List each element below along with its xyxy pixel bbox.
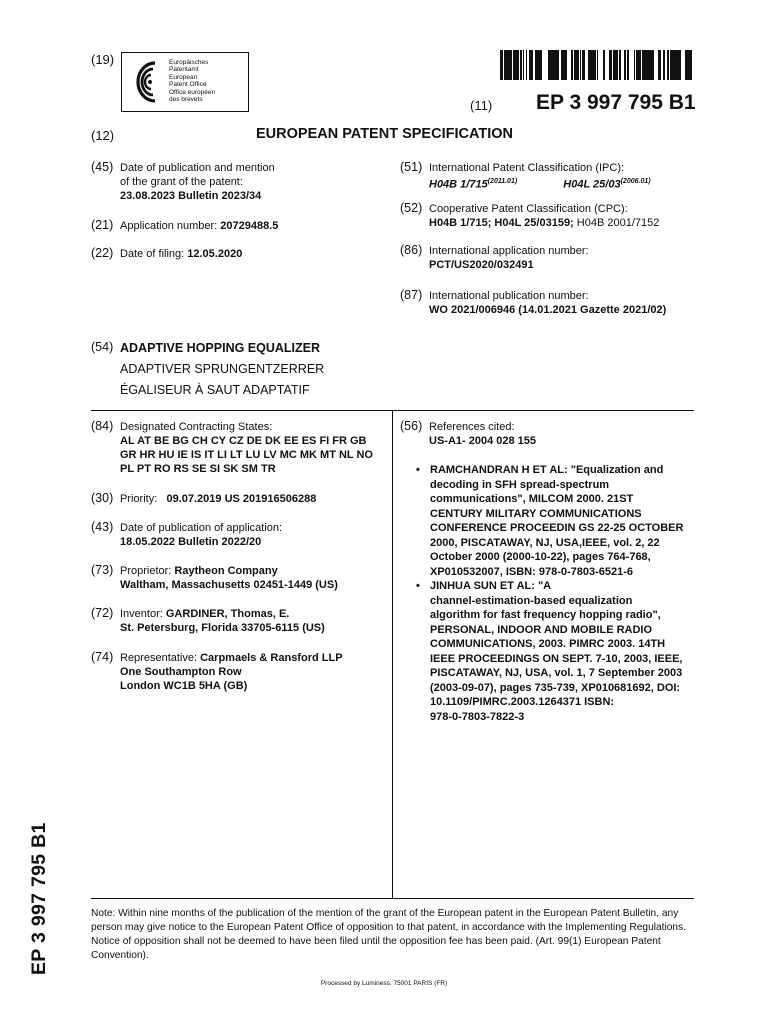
barcode-bar bbox=[595, 50, 596, 80]
barcode-bar bbox=[571, 50, 572, 80]
barcode-bar bbox=[577, 50, 578, 80]
barcode-bar bbox=[515, 50, 517, 80]
barcode-bar bbox=[673, 50, 675, 80]
barcode-bar bbox=[647, 50, 650, 80]
barcode-bar bbox=[679, 50, 680, 80]
office-name: Europäisches Patentamt European Patent Office Office européen des brevets bbox=[169, 59, 216, 104]
barcode-bar bbox=[521, 50, 522, 80]
barcode-bar bbox=[566, 50, 567, 80]
barcode-bar bbox=[578, 50, 579, 80]
footer-processed-by: Processed by Luminess, 75001 PARIS (FR) bbox=[320, 980, 448, 987]
barcode-bar bbox=[590, 50, 591, 80]
barcode-bar bbox=[603, 50, 605, 80]
barcode-bar bbox=[531, 50, 532, 80]
barcode-bar bbox=[532, 50, 533, 80]
barcode-bar bbox=[502, 50, 503, 80]
barcode-bar bbox=[675, 50, 678, 80]
barcode-bar bbox=[650, 50, 651, 80]
barcode-bar bbox=[639, 50, 640, 80]
barcode-bar bbox=[690, 50, 692, 80]
barcode-bar bbox=[672, 50, 673, 80]
barcode-bar bbox=[588, 50, 590, 80]
barcode-bar bbox=[509, 50, 511, 80]
barcode-bar bbox=[576, 50, 577, 80]
barcode-bar bbox=[572, 50, 573, 80]
barcode-bar bbox=[646, 50, 647, 80]
side-publication-number: EP 3 997 795 B1 bbox=[28, 822, 50, 975]
barcode-bar bbox=[625, 50, 626, 80]
barcode-bar bbox=[551, 50, 552, 80]
barcode-bar bbox=[508, 50, 509, 80]
column-divider bbox=[392, 410, 393, 898]
references-list bbox=[416, 463, 716, 724]
barcode-bar bbox=[642, 50, 643, 80]
barcode-bar bbox=[688, 50, 689, 80]
barcode-bar bbox=[627, 50, 628, 80]
bullet: • bbox=[416, 464, 420, 476]
barcode-bar bbox=[540, 50, 542, 80]
barcode-bar bbox=[638, 50, 639, 80]
barcode-bar bbox=[689, 50, 690, 80]
barcode-bar bbox=[593, 50, 594, 80]
title-en: ADAPTIVE HOPPING EQUALIZER bbox=[120, 341, 321, 355]
barcode-bar bbox=[583, 50, 584, 80]
barcode-bar bbox=[597, 50, 598, 80]
code-19: (19) bbox=[91, 52, 115, 67]
barcode-bar bbox=[634, 50, 635, 80]
barcode-bar bbox=[591, 50, 593, 80]
barcode-bar bbox=[580, 50, 581, 80]
reference-item: • JINHUA SUN ET AL: "A channel-estimation-based equalization algorithm for fast frequency hopping radio", PERSONAL, INDOOR AND MOBILE RADIO COMMUNICATIONS, 2003. PIMRC 2003. 14TH IEEE PROCEEDINGS ON SEPT. 7-10, 2003, IEEE, PISCATAWAY, NJ, USA, vol. 1, 7 September 2003 (2003-09-07), pages 735-739, XP010681692, DOI: 10.1109/PIMRC.2003.1264371 ISBN: 978-0-7803-7822-3 bbox=[416, 580, 683, 723]
opposition-note: Note: Within nine months of the publication of the mention of the grant of the European patent in the European Patent Bulletin, any person may give notice to the European Patent Office of opposition to that patent, in accordance with the Implementing Regulations. Notice of opposition shall not be deemed to have been filed until the opposition fee has been paid. (Art. 99(1) European Patent Convention). bbox=[91, 908, 687, 961]
barcode-bar bbox=[663, 50, 664, 80]
barcode-bar bbox=[520, 50, 521, 80]
barcode-bar bbox=[643, 50, 645, 80]
barcode-bar bbox=[539, 50, 540, 80]
document-title: EUROPEAN PATENT SPECIFICATION bbox=[256, 126, 513, 142]
title-de: ADAPTIVER SPRUNGENTZERRER bbox=[120, 362, 325, 376]
barcode-bar bbox=[609, 50, 612, 80]
code-12: (12) bbox=[91, 128, 115, 143]
barcode-bar bbox=[584, 50, 585, 80]
barcode-bar bbox=[660, 50, 661, 80]
barcode-bar bbox=[536, 50, 537, 80]
barcode-bar bbox=[686, 50, 688, 80]
barcode-bar bbox=[615, 50, 618, 80]
barcode-bar bbox=[658, 50, 660, 80]
barcode-bar bbox=[535, 50, 536, 80]
publication-number: EP 3 997 795 B1 bbox=[536, 91, 696, 114]
barcode-bar bbox=[548, 50, 550, 80]
barcode-bar bbox=[678, 50, 679, 80]
barcode-bar bbox=[680, 50, 681, 80]
barcode-bar bbox=[645, 50, 646, 80]
barcode-bar bbox=[526, 50, 527, 80]
barcode-bar bbox=[557, 50, 559, 80]
barcode-bar bbox=[561, 50, 563, 80]
barcode-bar bbox=[513, 50, 515, 80]
bottom-rule bbox=[91, 898, 694, 899]
barcode-bar bbox=[594, 50, 595, 80]
barcode-bar bbox=[613, 50, 615, 80]
barcode-bar bbox=[550, 50, 551, 80]
barcode-bar bbox=[582, 50, 583, 80]
barcode-bar bbox=[652, 50, 654, 80]
barcode-bar bbox=[651, 50, 652, 80]
barcode-bar bbox=[640, 50, 641, 80]
bullet: • bbox=[416, 580, 420, 592]
barcode bbox=[500, 50, 692, 80]
barcode-bar bbox=[664, 50, 665, 80]
barcode-bar bbox=[517, 50, 519, 80]
title-fr: ÉGALISEUR À SAUT ADAPTATIF bbox=[120, 383, 310, 397]
epo-emblem-icon bbox=[124, 53, 168, 111]
barcode-bar bbox=[504, 50, 506, 80]
barcode-bar bbox=[529, 50, 531, 80]
barcode-bar bbox=[563, 50, 566, 80]
code-11: (11) bbox=[470, 98, 493, 113]
barcode-bar bbox=[636, 50, 638, 80]
barcode-bar bbox=[628, 50, 629, 80]
barcode-bar bbox=[537, 50, 539, 80]
barcode-bar bbox=[523, 50, 524, 80]
barcode-bar bbox=[624, 50, 625, 80]
barcode-bar bbox=[511, 50, 512, 80]
barcode-bar bbox=[500, 50, 501, 80]
barcode-bar bbox=[574, 50, 576, 80]
reference-item: • RAMCHANDRAN H ET AL: "Equalization and decoding in SFH spread-spectrum communications", MILCOM 2000. 21ST CENTURY MILITARY COMMUNICATIONS CONFERENCE PROCEEDIN GS 22-25 OCTOBER 2000, PISCATAWAY, NJ, USA,IEEE, vol. 2, 22 October 2000 (2000-10-22), pages 764-768, XP010532007, ISBN: 978-0-7803-6521-6 bbox=[416, 464, 684, 578]
barcode-bar bbox=[670, 50, 672, 80]
barcode-bar bbox=[552, 50, 555, 80]
barcode-bar bbox=[685, 50, 686, 80]
epo-logo bbox=[121, 52, 249, 112]
barcode-bar bbox=[619, 50, 621, 80]
barcode-bar bbox=[506, 50, 508, 80]
barcode-bar bbox=[667, 50, 669, 80]
barcode-bar bbox=[555, 50, 557, 80]
barcode-bar bbox=[501, 50, 502, 80]
